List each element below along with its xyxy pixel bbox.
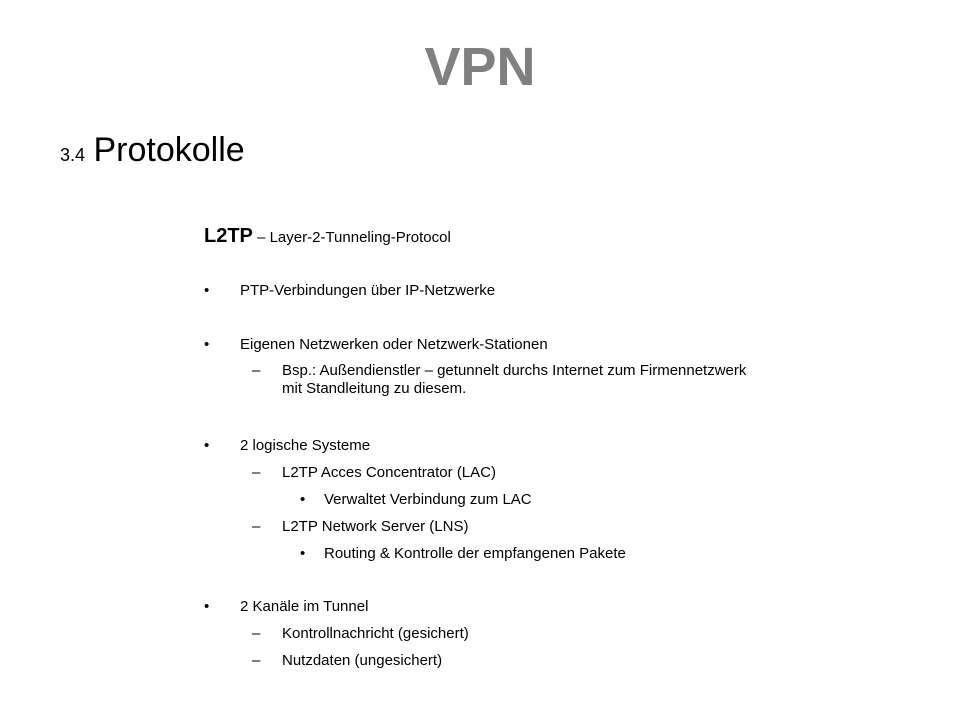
bullet-marker: •: [204, 598, 210, 615]
list-item: 2 Kanäle im Tunnel: [240, 598, 369, 615]
bullet-marker: •: [204, 282, 210, 299]
section-title: Protokolle: [93, 131, 245, 169]
list-subsubitem: Verwaltet Verbindung zum LAC: [324, 491, 532, 508]
section-heading: [60, 128, 245, 179]
bullet-marker: •: [204, 336, 210, 353]
bullet-marker: •: [300, 545, 306, 562]
list-item: 2 logische Systeme: [240, 437, 371, 454]
list-subitem: Bsp.: Außendienstler – getunnelt durchs Internet zum Firmennetzwerk mit Standleitung zu diesem.: [282, 362, 747, 397]
list-subitem: L2TP Network Server (LNS): [282, 518, 469, 535]
list-subitem: Kontrollnachricht (gesichert): [282, 625, 469, 642]
list-subitem: Nutzdaten (ungesichert): [282, 652, 443, 669]
dash-marker: –: [252, 625, 261, 642]
dash-marker: –: [252, 464, 261, 481]
bullet-marker: •: [300, 491, 306, 508]
bullet-marker: •: [204, 437, 210, 454]
list-item: PTP-Verbindungen über IP-Netzwerke: [240, 282, 496, 299]
protocol-description: – Layer-2-Tunneling-Protocol: [252, 229, 451, 246]
dash-marker: –: [252, 362, 261, 379]
section-number: 3.4: [60, 145, 86, 165]
protocol-abbreviation: L2TP: [204, 225, 253, 247]
list-subsubitem: Routing & Kontrolle der empfangenen Pakete: [324, 545, 626, 562]
slide-title: VPN: [424, 37, 536, 97]
dash-marker: –: [252, 518, 261, 535]
protocol-heading: [204, 222, 451, 252]
dash-marker: –: [252, 652, 261, 669]
list-subitem: L2TP Acces Concentrator (LAC): [282, 464, 496, 481]
list-item: Eigenen Netzwerken oder Netzwerk-Stationen: [240, 336, 548, 353]
